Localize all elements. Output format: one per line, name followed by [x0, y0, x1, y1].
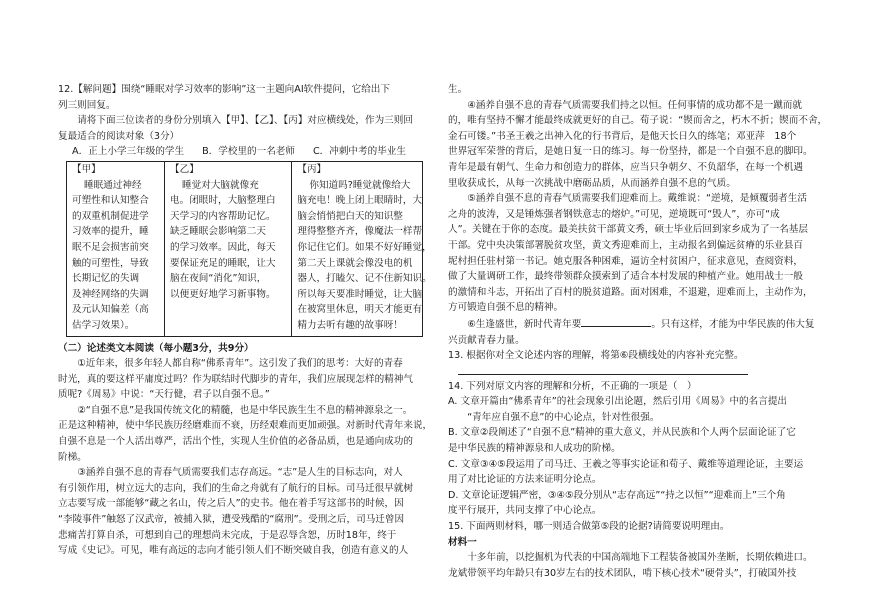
- box-bing-line: 器人，打瞌欠、记不住新知识。: [297, 273, 432, 285]
- box-jia-line: 触的可塑性，导致: [72, 257, 149, 269]
- para3-line: “李陵事件”触怒了汉武帝，被捕入狱，遭受残酷的“腐刑”。受刑之后，司马迁曾因: [58, 514, 405, 526]
- left-column: [58, 0, 432, 559]
- box-yi-line: 天学习的内容帮助记忆。: [170, 210, 276, 222]
- q14-option-c-cont: 用了对比论证的方法来证明分论点。: [448, 474, 602, 486]
- para1-line: 质呢?《周易》中说：“天行健，君子以自强不息。”: [58, 389, 270, 401]
- para2-line: 正是这种精神，使中华民族历经磨难而不衰，历经艰难而更加顽强。对新时代青年来说，: [58, 420, 433, 432]
- q12-option-b: B．学校里的一名老师: [202, 146, 295, 158]
- box-jia-line: 长期记忆的失调: [72, 273, 140, 285]
- q13-text: 13. 根据你对全文论述内容的理解，将第⑥段横线处的内容补充完整。: [448, 350, 744, 362]
- para2-line: 阶梯。: [58, 451, 87, 463]
- para5-line: ⑤涵养自强不息的青春气质需要我们迎难而上。戴维说：“逆境，是倾覆弱者生活: [467, 193, 807, 205]
- para4-line: 世界冠军荣誉的背后，是她日复一日的练习。每一份坚持，都是一个自强不息的脚印。: [448, 146, 813, 158]
- q12-instruction-line-2: 复最适合的阅读对象（3分）: [58, 130, 180, 142]
- para1-line: 时光，真的要这样平庸度过吗？作为联结时代脚步的青年，我们应展现怎样的精神气: [58, 373, 413, 385]
- q12-option-c: C．冲刺中考的毕业生: [312, 146, 406, 158]
- box-yi-line: 睡觉对大脑就像充: [182, 179, 259, 191]
- box-jia-line: 的双重机制促进学: [72, 210, 149, 222]
- para3-end: 生。: [448, 84, 468, 95]
- q12-option-a: A．正上小学三年级的学生: [72, 146, 185, 158]
- q13-answer-line[interactable]: [458, 364, 748, 375]
- box-bing: [292, 161, 432, 336]
- box-yi-line: 以便更好地学习新事物。: [170, 288, 276, 300]
- q14-option-b: B. 文章②段阐述了“自强不息”精神的重大意义，并从民族和个人两个层面论证了它: [448, 427, 796, 439]
- box-bing-line: 脑会悄悄把白天的知识整: [297, 210, 403, 222]
- para3-line: 悲痛苦打算自杀，可想到自己的理想尚未完成，于是忍辱含恕，历时18年，终于: [58, 529, 397, 541]
- para4-line: 青年是最有朝气、生命力和创造力的群体，应当只争朝夕、不负韶华，在每一个机遇: [448, 161, 803, 173]
- para5-line: 做了大量调研工作，最终带领群众摸索到了适合本村发展的种植产业。她用战士一般: [448, 271, 803, 283]
- right-column: [448, 0, 828, 581]
- q14-title: 14. 下列对原文内容的理解和分析，不正确的一项是（ ）: [448, 380, 697, 392]
- box-yi-line: 脑在夜间“消化”知识，: [170, 273, 267, 285]
- q14-option-a: A. 文章开篇由“佛系青年”的社会现象引出论题，然后引用《周易》中的名言提出: [448, 396, 788, 408]
- box-bing-line: 你知道吗?睡觉就像给大: [309, 179, 411, 191]
- box-jia: [67, 161, 165, 336]
- box-jia-line: 及神经网络的失调: [72, 288, 149, 300]
- section2-heading: （二）论述类文本阅读（每小题3分，共9分）: [58, 342, 254, 354]
- box-jia-line: 眠不足会损害前突: [72, 241, 149, 253]
- material-line: 龙斌带领平均年龄只有30岁左右的技术团队，啃下核心技术“硬骨头”，打破国外技: [448, 567, 797, 579]
- box-jia-line: 习效率的提升，睡: [72, 226, 149, 238]
- para6-text: ⑥生逢盛世，新时代青年要: [467, 318, 582, 330]
- box-yi-label: 【乙】: [170, 163, 199, 175]
- box-yi-line: 电。闭眼时，大脑整理白: [170, 195, 276, 207]
- box-bing-label: 【丙】: [297, 163, 327, 175]
- box-yi-line: 要保证充足的睡眠，让大: [170, 257, 276, 269]
- para5-line: 的激情和斗志，开拓出了百村的脱贫道路。面对困难，不退避，迎难而上，主动作为，: [448, 286, 813, 298]
- box-bing-line: 你记住它们。如果不好好睡觉，: [297, 241, 432, 253]
- q12-reply-table: [66, 161, 432, 337]
- para1-line: ①近年来，很多年轻人都自称“佛系青年”。这引发了我们的思考：大好的青春: [77, 358, 403, 370]
- box-jia-line: 可塑性和认知整合: [72, 195, 149, 207]
- q12-title-line-1: 12.【解问题】围绕“睡眠对学习效率的影响”这一主题向AI软件提问，它给出下: [58, 84, 390, 95]
- para4-line: 的，唯有坚持不懈才能最终成就更好的自己。荀子说：“锲而舍之，朽木不折；锲而不舍，: [448, 115, 828, 127]
- q12-title-line-2: 列三则回复。: [58, 99, 116, 111]
- box-jia-line: 睡眠通过神经: [84, 179, 142, 191]
- para4-line: ④涵养自强不息的青春气质需要我们持之以恒。任何事情的成功都不是一蹴而就: [467, 99, 802, 111]
- box-bing-line: 精力去听有趣的故事呀！: [297, 319, 403, 331]
- q12-instruction-line-1: 请将下面三位读者的身份分别填入【甲】、【乙】、【丙】对应横线处，作为三则回: [77, 115, 413, 127]
- q14-option-d: D. 文章论证逻辑严密，③④⑤段分别从“志存高远”“持之以恒”“迎难而上”三个角: [448, 489, 786, 501]
- q15-text: 15. 下面两则材料，哪一则适合做第⑤段的论据?请简要说明理由。: [448, 521, 730, 533]
- para3-line: 立志要写成一部能够“藏之名山，传之后人”的史书。他在着手写这部书的时候，因: [58, 498, 404, 510]
- box-yi: [165, 161, 292, 336]
- material-line: 十多年前，以挖掘机为代表的中国高端地下工程装备被国外垄断，长期依赖进口。: [467, 552, 813, 564]
- q14-option-c: C. 文章③④⑤段运用了司马迁、王羲之等事实论证和荀子、戴维等道理论证，主要运: [448, 458, 804, 470]
- para6-blank[interactable]: [581, 316, 651, 327]
- box-bing-line: 理得整整齐齐，像魔法一样帮: [297, 226, 423, 238]
- box-jia-label: 【甲】: [72, 163, 101, 175]
- box-bing-line: 所以每天要准时睡觉，让大脑: [297, 288, 423, 300]
- box-jia-line: 估学习效果）。: [72, 319, 135, 331]
- para4-line: 里收获成长，从每一次挑战中磨砺品质，从而涵养自强不息的气质。: [448, 177, 736, 189]
- q14-option-d-cont: 度平行展开，共同支撑了中心论点。: [448, 505, 602, 517]
- para2-line: ②“自强不息”是我国传统文化的精髓，也是中华民族生生不息的精神源泉之一。: [77, 404, 413, 416]
- q12-options: [58, 144, 432, 160]
- box-bing-line: 在被窝里休息，明天才能更有: [297, 304, 423, 316]
- para5-line: 之舟的波涛，又是锤炼强者钢铁意志的熔炉。”可见，逆境既可“毁人”，亦可“成: [448, 208, 780, 220]
- para5-line: 方可锻造自强不息的精神。: [448, 302, 564, 314]
- para5-line: 坭村担任驻村第一书记。她克服各种困难，逼访全村贫困户，征求意见，查阅资料，: [448, 255, 803, 267]
- para3-line: 写成《史记》。可见，唯有高远的志向才能引领人们不断突破自我，创造有意义的人: [58, 545, 409, 557]
- para4-line: 金石可镂。”书圣王羲之出神入化的行书背后，是他天长日久的练笔；邓亚萍 18个: [448, 130, 797, 142]
- para6-line-2: 兴贡献青春力量。: [448, 334, 525, 346]
- para5-line: 人”。关键在于你的态度。最美扶贫干部黄文秀，硕士毕业后回到家乡成为了一名基层: [448, 224, 808, 236]
- para2-line: 自强不息是一个人活出尊严，活出个性，实现人生价值的必备品质，也是通向成功的: [58, 436, 413, 448]
- q14-option-b-cont: 是中华民族的精神源泉和人成功的阶梯。: [448, 443, 621, 455]
- para3-line: 有引领作用，树立远大的志向，我们的生命之舟就有了航行的目标。司马迁很早就树: [58, 482, 413, 494]
- box-bing-line: 脑充电！晚上闭上眼睛时，大: [297, 195, 423, 207]
- box-jia-line: 及元认知偏差（高: [72, 304, 149, 316]
- q14-option-a-cont: “青年应自强不息”的中心论点，针对性很强。: [467, 411, 660, 423]
- para6-line-1: [448, 316, 815, 333]
- box-yi-line: 的学习效率。因此，每天: [170, 241, 276, 253]
- box-yi-line: 缺乏睡眠会影响第二天: [170, 226, 266, 238]
- material-label: 材料一: [448, 536, 477, 548]
- para6-tail: 。只有这样，才能为中华民族的伟大复: [651, 318, 815, 330]
- para5-line: 干部。党中央决策部署脱贫攻坚，黄文秀迎难而上，主动报名到偏远贫瘠的乐业县百: [448, 239, 803, 251]
- box-bing-line: 第二天上课就会像没电的机: [297, 257, 413, 269]
- para3-line: ③涵养自强不息的青春气质需要我们志存高远。“志”是人生的目标志向，对人: [77, 467, 403, 479]
